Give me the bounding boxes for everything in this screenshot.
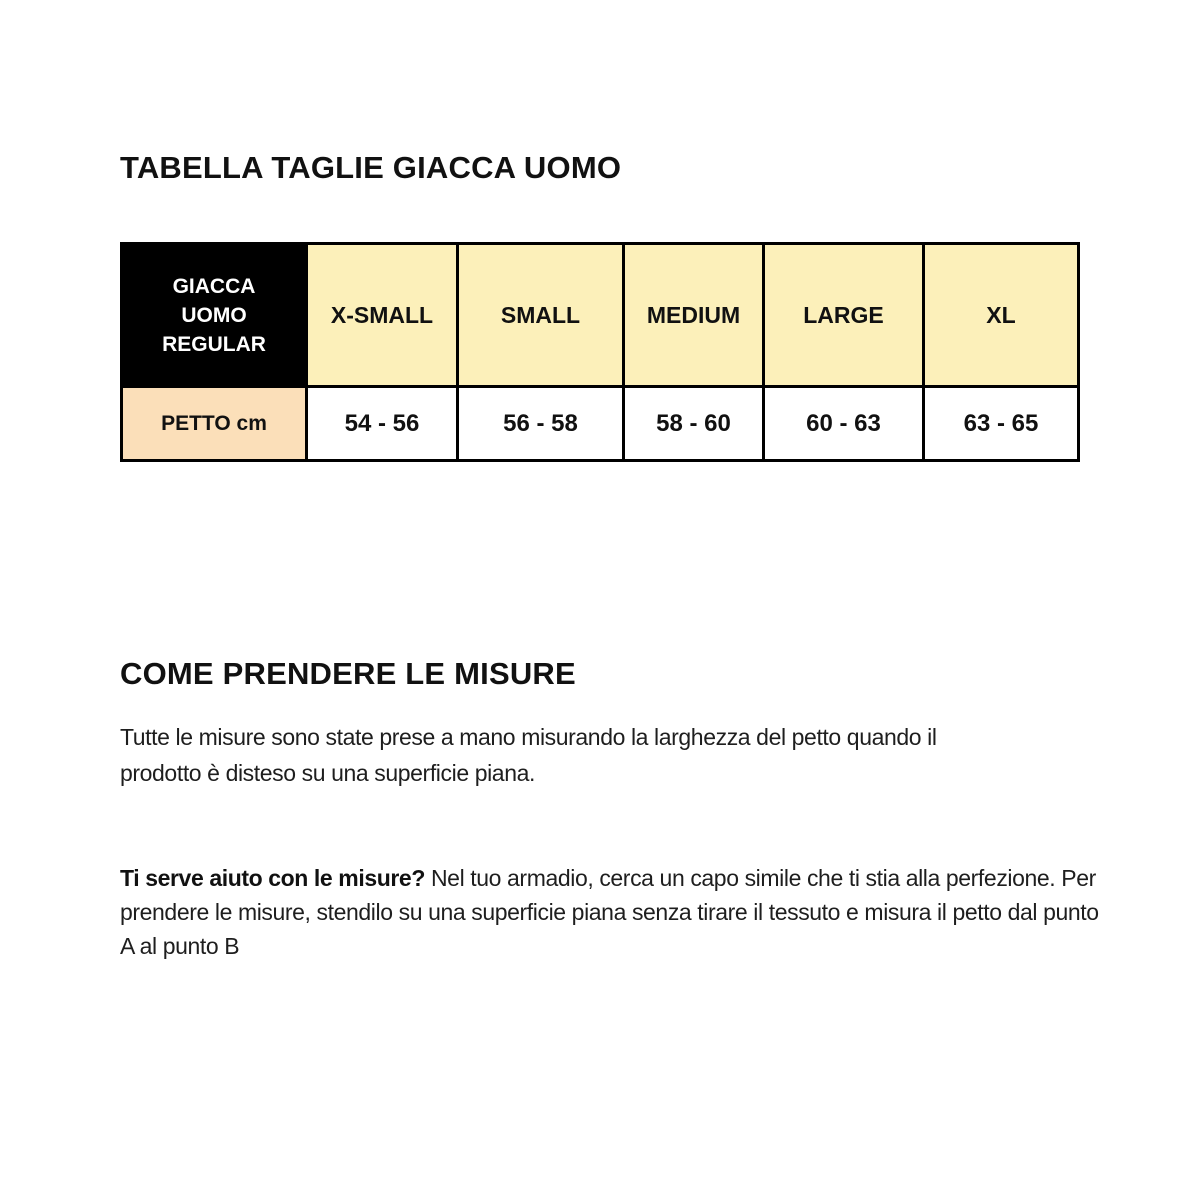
size-column-header-small: SMALL: [459, 245, 625, 388]
size-column-header-large: LARGE: [765, 245, 925, 388]
chest-range-medium: 58 - 60: [625, 388, 765, 459]
measure-help-bold-lead: Ti serve aiuto con le misure?: [120, 865, 425, 891]
page-title: TABELLA TAGLIE GIACCA UOMO: [120, 150, 622, 185]
size-column-header-xl: XL: [925, 245, 1077, 388]
measure-section-heading: COME PRENDERE LE MISURE: [120, 656, 576, 691]
size-table: [120, 242, 1080, 462]
size-column-header-medium: MEDIUM: [625, 245, 765, 388]
chest-range-xl: 63 - 65: [925, 388, 1077, 459]
measure-help-rest: Nel tuo armadio, cerca un capo simile che ti stia alla perfezione. Per prendere le misure, stendilo su una superficie piana senza tirare il tessuto e misura il petto dal punto A al punto B: [120, 865, 1099, 959]
measure-help-paragraph: [120, 861, 1110, 963]
table-corner-header-cell: [123, 245, 308, 388]
size-column-header-xsmall: X-SMALL: [308, 245, 459, 388]
chest-row-header: PETTO cm: [123, 388, 308, 459]
measure-intro-paragraph: Tutte le misure sono state prese a mano misurando la larghezza del petto quando il prodotto è disteso su una superficie piana.: [120, 724, 937, 786]
chest-range-xsmall: 54 - 56: [308, 388, 459, 459]
table-corner-header-label: GIACCA UOMO REGULAR: [162, 274, 266, 356]
chest-range-small: 56 - 58: [459, 388, 625, 459]
chest-range-large: 60 - 63: [765, 388, 925, 459]
